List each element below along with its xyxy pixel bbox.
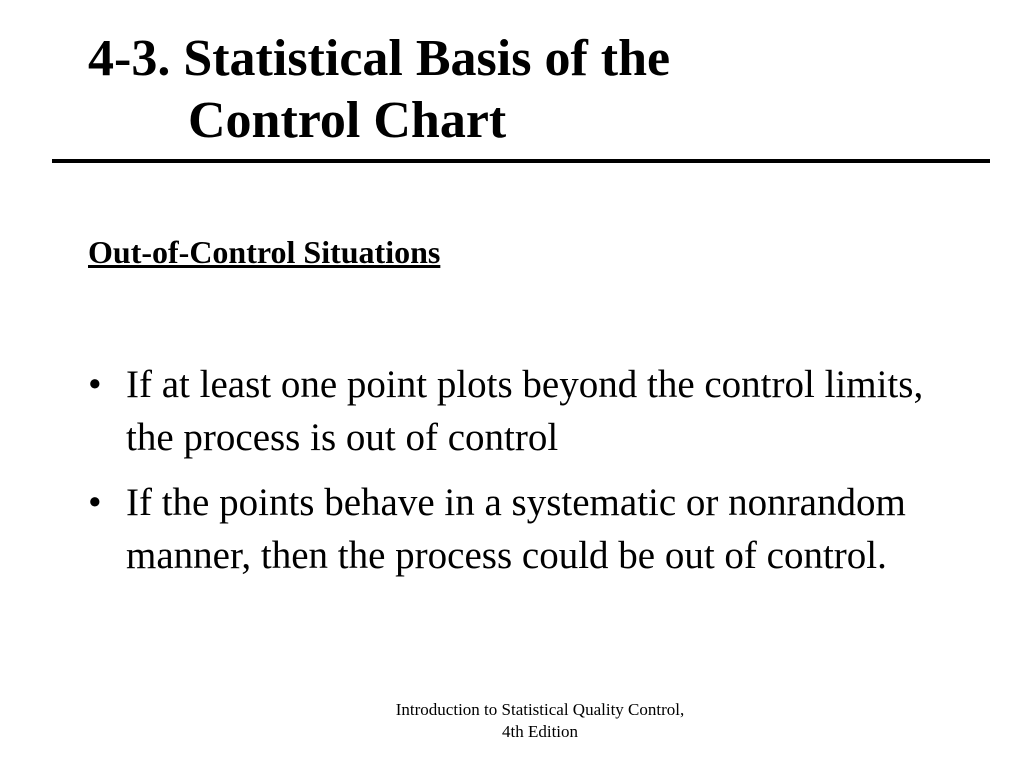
slide-title-line-2: Control Chart	[188, 92, 507, 149]
bullet-item	[88, 476, 958, 582]
bullet-marker: •	[88, 363, 102, 406]
footer-line-2: 4th Edition	[501, 722, 579, 741]
slide-footer	[340, 699, 740, 743]
title-divider	[52, 159, 990, 163]
bullet-marker: •	[88, 481, 102, 524]
bullet-text: If the points behave in a systematic or nonrandom manner, then the process could be out of control.	[126, 481, 906, 577]
bullet-item	[88, 358, 958, 464]
slide-title-line-1: 4-3. Statistical Basis of the	[88, 30, 671, 87]
section-heading: Out-of-Control Situations	[88, 234, 441, 270]
slide-title	[88, 28, 670, 152]
bullet-text: If at least one point plots beyond the control limits, the process is out of control	[126, 363, 924, 459]
bullet-list	[88, 358, 958, 594]
footer-line-1: Introduction to Statistical Quality Control,	[395, 700, 685, 719]
